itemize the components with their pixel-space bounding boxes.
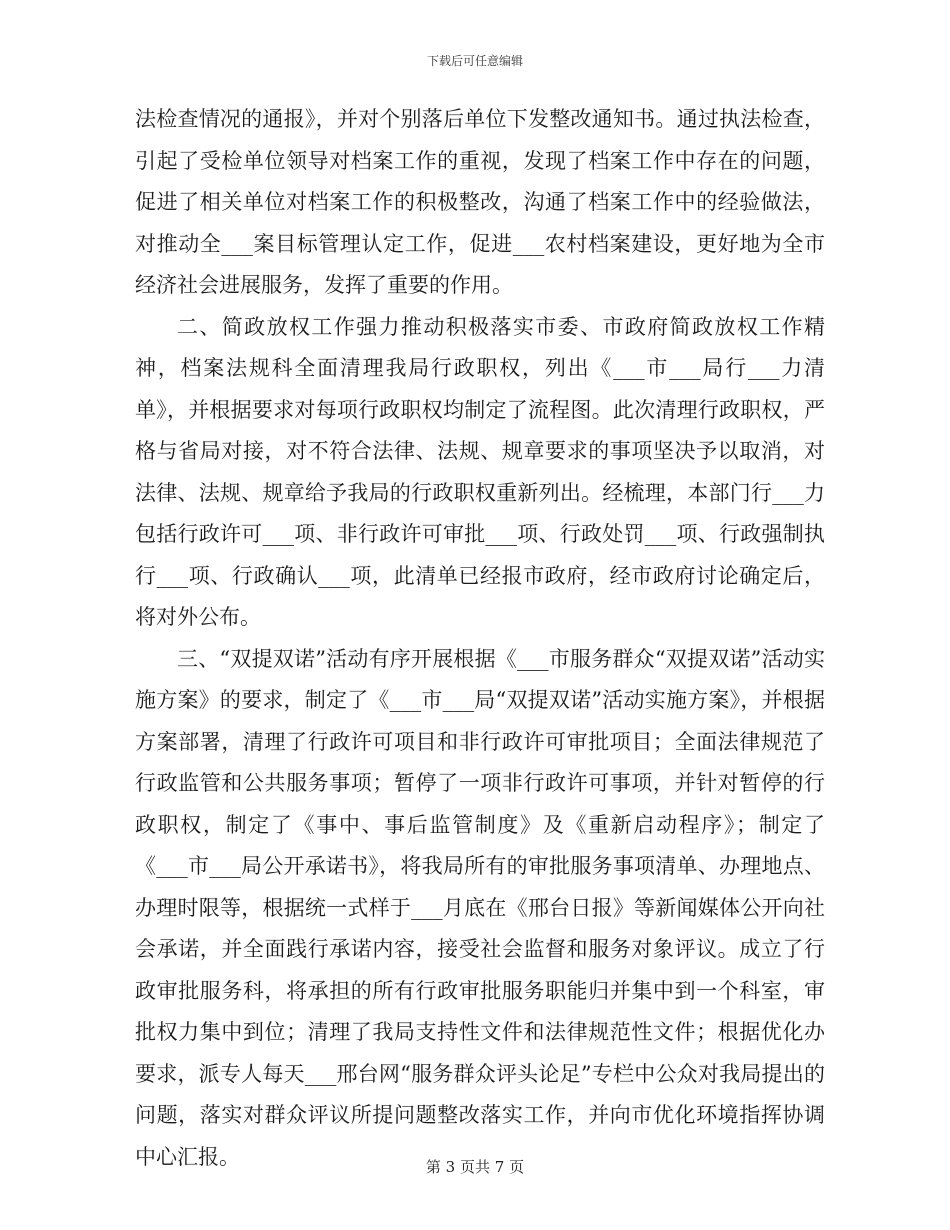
- paragraph-section-three: 三、“双提双诺”活动有序开展根据《___市服务群众“双提双诺”活动实施方案》的要求，制定了《___市___局“双提双诺”活动实施方案》，并根据方案部署，清理了行政许可项目和非行政许可审批项目；全面法律规范了行政监管和公共服务事项；暂停了一项非行政许可事项，并针对暂停的行政职权，制定了《事中、事后监管制度》及《重新启动程序》；制定了《___市___局公开承诺书》，将我局所有的审批服务事项清单、办理地点、办理时限等，根据统一式样于___月底在《邢台日报》等新闻媒体公开向社会承诺，并全面践行承诺内容，接受社会监督和服务对象评议。成立了行政审批服务科，将承担的所有行政审批服务职能归并集中到一个科室，审批权力集中到位；清理了我局支持性文件和法律规范性文件；根据优化办要求，派专人每天___邢台网“服务群众评头论足”专栏中公众对我局提出的问题，落实对群众评议所提问题整改落实工作，并向市优化环境指挥协调中心汇报。: [135, 646, 825, 1169]
- page-footer: 第 3 页共 7 页: [425, 1158, 525, 1176]
- document-body: [135, 99, 825, 1178]
- paragraph-continued: 法检查情况的通报》，并对个别落后单位下发整改通知书。通过执法检查，引起了受检单位领导对档案工作的重视，发现了档案工作中存在的问题，促进了相关单位对档案工作的积极整改，沟通了档案工作中的经验做法，对推动全___案目标管理认定工作，促进___农村档案建设，更好地为全市经济社会进展服务，发挥了重要的作用。: [135, 107, 825, 297]
- page-header: 下载后可任意编辑: [426, 54, 523, 68]
- paragraph-section-two: 二、简政放权工作强力推动积极落实市委、市政府简政放权工作精神，档案法规科全面清理我局行政职权，列出《___市___局行___力清单》，并根据要求对每项行政职权均制定了流程图。此次清理行政职权，严格与省局对接，对不符合法律、法规、规章要求的事项坚决予以取消，对法律、法规、规章给予我局的行政职权重新列出。经梳理，本部门行___力包括行政许可___项、非行政许可审批___项、行政处罚___项、行政强制执行___项、行政确认___项，此清单已经报市政府，经市政府讨论确定后，将对外公布。: [135, 314, 825, 629]
